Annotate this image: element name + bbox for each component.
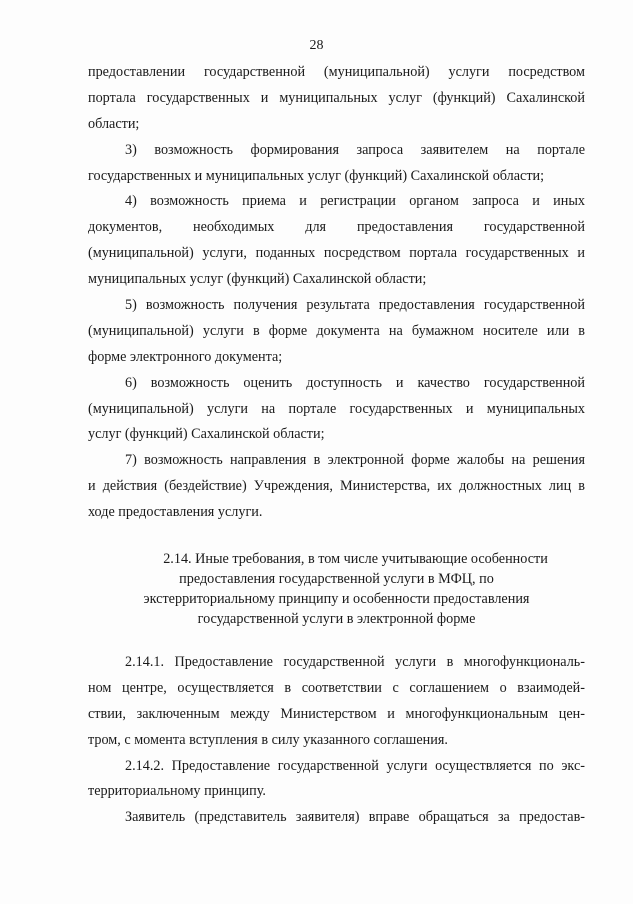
text-line: 6) возможность оценить доступность и качество государственной	[125, 374, 585, 391]
text-line: портала государственных и муниципальных услуг (функций) Сахалинской	[88, 89, 585, 106]
heading-line: государственной услуги в электронной форме	[197, 611, 476, 628]
paragraph-applicant	[88, 805, 585, 831]
text-line: 5) возможность получения результата предоставления государственной	[125, 297, 585, 314]
text-line: ствии, заключенным между Министерством и многофункциональным цен-	[88, 705, 585, 722]
text-line: ном центре, осуществляется в соответствии с соглашением о взаимодей-	[88, 679, 585, 696]
text-line: и действия (бездействие) Учреждения, Министерства, их должностных лиц в	[88, 478, 585, 495]
text-line: документов, необходимых для предоставления государственной	[88, 219, 585, 236]
list-item-6	[88, 371, 585, 449]
text-line: предоставлении государственной (муниципальной) услуги посредством	[88, 64, 585, 80]
text-line: тром, с момента вступления в силу указанного соглашения.	[88, 731, 448, 748]
text-line: муниципальных услуг (функций) Сахалинской области;	[88, 271, 427, 288]
paragraph-portal-continuation	[88, 60, 585, 138]
paragraph-2-14-1	[88, 650, 585, 754]
text-line: 4) возможность приема и регистрации органом запроса и иных	[125, 193, 585, 210]
text-line: 7) возможность направления в электронной форме жалобы на решения	[125, 452, 585, 469]
text-line: ходе предоставления услуги.	[88, 504, 263, 521]
paragraph-2-14-2	[88, 754, 585, 806]
heading-line: экстерриториальному принципу и особенности предоставления	[143, 591, 530, 608]
page-number: 28	[309, 38, 324, 53]
list-item-7	[88, 448, 585, 526]
text-line: территориальному принципу.	[88, 783, 266, 800]
heading-line: предоставления государственной услуги в МФЦ, по	[179, 571, 494, 588]
list-item-4	[88, 189, 585, 293]
text-line: 2.14.1. Предоставление государственной услуги в многофункциональ-	[125, 654, 585, 671]
list-item-5	[88, 293, 585, 371]
heading-line: 2.14. Иные требования, в том числе учитывающие особенности	[163, 551, 548, 568]
text-line: (муниципальной) услуги в форме документа на бумажном носителе или в	[88, 322, 585, 339]
text-line: государственных и муниципальных услуг (функций) Сахалинской области;	[88, 167, 545, 184]
section-heading-2-14	[88, 549, 585, 629]
text-line: услуг (функций) Сахалинской области;	[88, 426, 325, 443]
text-line: 2.14.2. Предоставление государственной услуги осуществляется по экс-	[125, 757, 585, 774]
page-content	[88, 60, 585, 831]
text-line: области;	[88, 115, 140, 132]
text-line: (муниципальной) услуги на портале государственных и муниципальных	[88, 400, 585, 417]
text-line: Заявитель (представитель заявителя) вправе обращаться за предостав-	[125, 809, 585, 826]
text-line: 3) возможность формирования запроса заявителем на портале	[125, 141, 585, 158]
text-line: (муниципальной) услуги, поданных посредством портала государственных и	[88, 245, 585, 262]
list-item-3	[88, 138, 585, 190]
text-line: форме электронного документа;	[88, 348, 283, 365]
